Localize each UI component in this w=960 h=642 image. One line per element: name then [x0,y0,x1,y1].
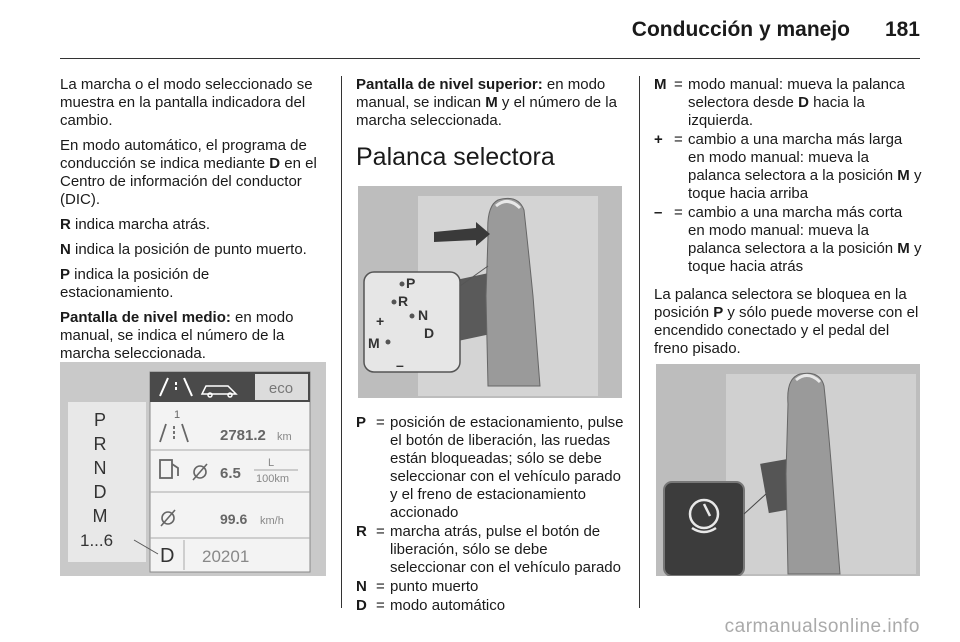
page-header [0,0,960,60]
lever-label-m: M [368,335,380,351]
gear-label-m: M [92,506,108,526]
definition-item: + = cambio a una marcha más larga en modo manual: mueva la palanca selectora a la posición M y toque hacia arriba [654,131,922,202]
eco-label: eco [268,380,294,397]
column-divider-1 [341,76,342,608]
definition-item: D = modo automático [356,597,506,614]
definition-item: R = marcha atrás, pulse el botón de liberación, sólo se debe seleccionar con el vehículo parado [356,523,621,576]
watermark: carmanualsonline.info [724,616,920,637]
speed-unit: km/h [260,515,284,527]
fuel-value: 6.5 [220,465,241,482]
gear-label-p: P [93,410,107,430]
trip-number: 1 [174,409,181,421]
definition-item: P = posición de estacionamiento, pulse el botón de liberación, las ruedas están bloqueadas; sólo se debe seleccionar con el vehículo parado y el freno de estacionamiento accionado [356,414,624,521]
lever-label-d: D [424,325,435,341]
trip-unit: km [277,431,292,443]
column-2 [356,76,624,186]
definition-list-2 [356,414,624,616]
gear-range-label: 1...6 [80,531,114,550]
definition-list-3 [654,76,922,277]
lever-label-minus: – [396,357,404,373]
odometer-value: 20201 [202,547,250,566]
paragraph: En modo automático, el programa de conducción se indica mediante D en el Centro de información del conductor (DIC). [60,137,317,208]
selector-lever-figure [358,186,622,398]
paragraph: R indica marcha atrás. [60,216,211,233]
fuel-unit-bottom: 100km [256,473,290,485]
dic-display-figure [60,362,326,576]
lever-label-p: P [406,275,416,291]
header-divider [60,58,920,59]
gear-label-d: D [93,482,107,502]
definition-item: N = punto muerto [356,578,479,595]
chapter-title: Conducción y manejo [631,18,850,41]
gear-label-n: N [93,458,107,478]
lever-label-plus: + [376,313,385,329]
definition-item: – = cambio a una marcha más corta en modo manual: mueva la palanca selectora a la posición M y toque hacia atrás [654,204,922,275]
fuel-unit-top: L [268,457,275,469]
speed-value: 99.6 [220,511,248,527]
paragraph: La palanca selectora se bloquea en la posición P y sólo puede moverse con el encendido conectado y el pedal del freno pisado. [654,286,919,357]
page-number: 181 [884,18,920,41]
gear-indicator: D [160,545,175,567]
lever-label-r: R [398,293,409,309]
column-divider-2 [639,76,640,608]
column-1 [60,76,326,370]
trip-value: 2781.2 [220,427,266,444]
definition-item: M = modo manual: mueva la palanca selectora desde D hacia la izquierda. [654,76,905,129]
release-button-figure [656,364,920,576]
paragraph: N indica la posición de punto muerto. [60,241,307,258]
paragraph: Pantalla de nivel medio: en modo manual, se indica el número de la marcha seleccionada. [60,309,294,362]
section-heading: Palanca selectora [356,143,555,171]
lever-label-n: N [418,307,429,323]
paragraph: Pantalla de nivel superior: en modo manual, se indican M y el número de la marcha seleccionada. [356,76,617,129]
paragraph: P indica la posición de estacionamiento. [60,266,210,301]
paragraph: La marcha o el modo seleccionado se muestra en la pantalla indicadora del cambio. [60,76,313,129]
gear-label-r: R [93,434,107,454]
